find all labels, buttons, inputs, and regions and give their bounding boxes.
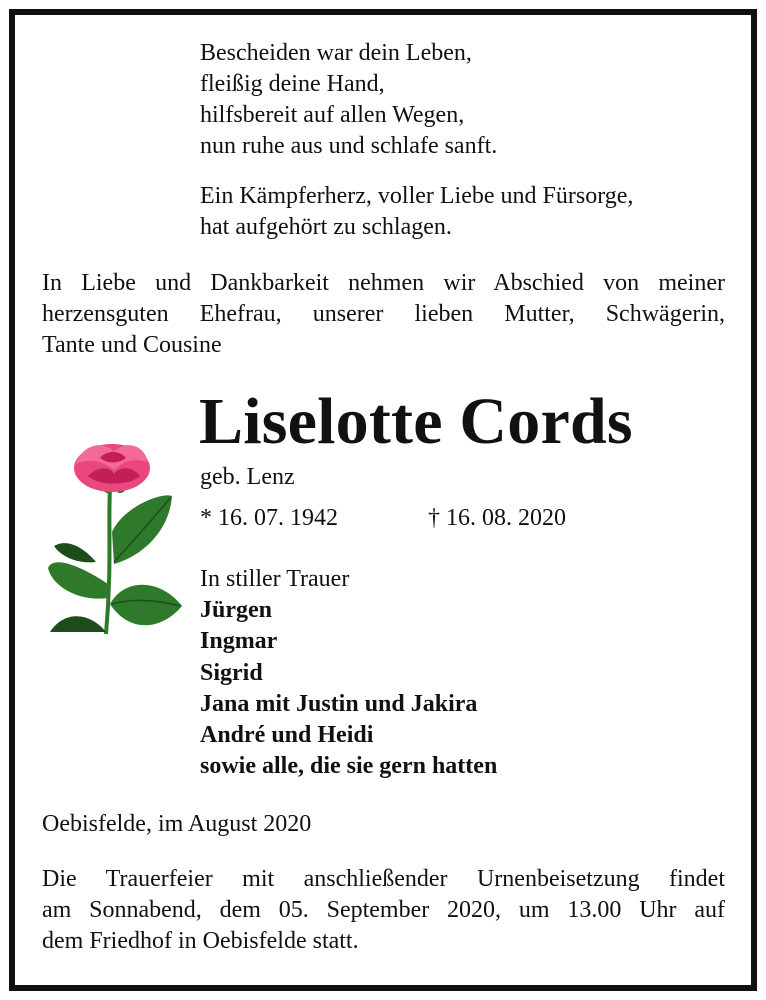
intro-line: In Liebe und Dankbarkeit nehmen wir Abschied von meiner [42, 270, 725, 296]
poem-line: nun ruhe aus und schlafe sanft. [200, 133, 498, 159]
service-info [42, 864, 725, 957]
poem-line: hilfsbereit auf allen Wegen, [200, 102, 465, 128]
service-line: am Sonnabend, dem 05. September 2020, um 13.00 Uhr auf [42, 897, 725, 923]
mourner-name: Jürgen [200, 597, 272, 624]
mourners-intro: In stiller Trauer [200, 566, 350, 592]
intro-text [42, 268, 725, 361]
mourner-name: Ingmar [200, 628, 278, 655]
service-line: Die Trauerfeier mit anschließender Urnenbeisetzung findet [42, 866, 725, 892]
death-date: † 16. 08. 2020 [428, 505, 566, 531]
mourners-list [200, 564, 497, 782]
birth-name: geb. Lenz [200, 464, 295, 490]
poem-line: hat aufgehört zu schlagen. [200, 214, 452, 240]
poem-stanza-1 [200, 38, 497, 162]
place-date: Oebisfelde, im August 2020 [42, 811, 312, 837]
intro-line: Tante und Cousine [42, 332, 222, 358]
birth-date: * 16. 07. 1942 [200, 505, 338, 531]
deceased-name: Liselotte Cords [199, 385, 633, 458]
intro-line: herzensguten Ehefrau, unserer lieben Mutter, Schwägerin, [42, 301, 725, 327]
mourner-name: sowie alle, die sie gern hatten [200, 753, 498, 780]
service-line: dem Friedhof in Oebisfelde statt. [42, 928, 359, 954]
poem-line: fleißig deine Hand, [200, 71, 385, 97]
mourner-name: André und Heidi [200, 722, 374, 749]
poem-stanza-2 [200, 181, 633, 243]
poem-line: Bescheiden war dein Leben, [200, 40, 472, 66]
poem-line: Ein Kämpferherz, voller Liebe und Fürsorge, [200, 183, 634, 209]
rose-icon [44, 436, 186, 636]
mourner-name: Sigrid [200, 659, 263, 686]
mourner-name: Jana mit Justin und Jakira [200, 690, 478, 717]
